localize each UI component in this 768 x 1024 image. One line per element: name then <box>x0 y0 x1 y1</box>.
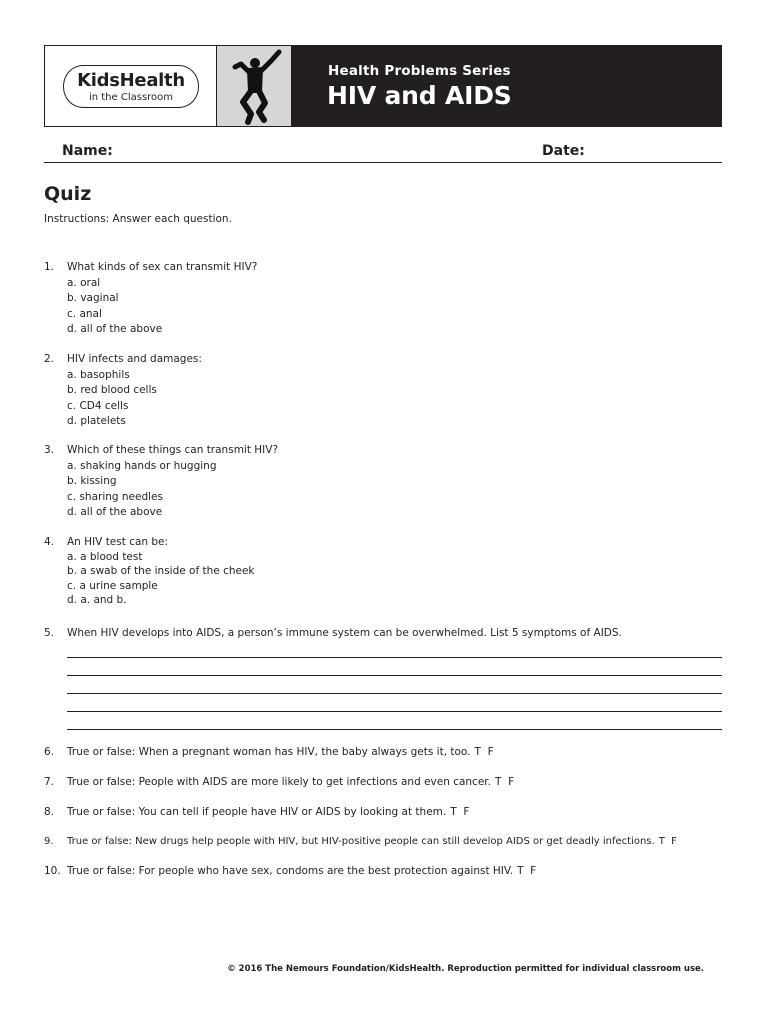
true-false-choice: T F <box>517 865 537 877</box>
logo-panel <box>45 46 217 126</box>
answer-option: d. all of the above <box>67 506 163 518</box>
question-text: True or false: You can tell if people have HIV or AIDS by looking at them. <box>67 806 447 818</box>
date-field-label: Date: <box>542 143 585 159</box>
kidshealth-logo <box>63 65 199 108</box>
question-text: An HIV test can be: <box>67 536 169 548</box>
question-number: 2. <box>44 353 55 365</box>
question-number: 4. <box>44 536 55 548</box>
question-number: 9. <box>44 836 54 847</box>
question-number: 1. <box>44 261 55 273</box>
answer-line[interactable] <box>67 729 722 730</box>
answer-option: c. CD4 cells <box>67 399 129 412</box>
answer-option: b. kissing <box>67 475 117 487</box>
question-text: HIV infects and damages: <box>67 353 202 365</box>
figure-panel <box>217 46 292 126</box>
quiz-instructions: Instructions: Answer each question. <box>44 213 232 225</box>
answer-option: a. shaking hands or hugging <box>67 459 217 472</box>
true-false-choice: T F <box>474 746 494 758</box>
answer-line[interactable] <box>67 711 722 712</box>
answer-line[interactable] <box>67 657 722 658</box>
question-text: Which of these things can transmit HIV? <box>67 444 279 456</box>
question-text: True or false: For people who have sex, condoms are the best protection against HIV. <box>67 865 514 877</box>
answer-options <box>67 550 255 608</box>
series-label: Health Problems Series <box>328 63 511 79</box>
jumping-person-icon <box>217 46 291 126</box>
answer-options <box>67 276 162 338</box>
answer-option: b. red blood cells <box>67 384 157 396</box>
answer-option: a. a blood test <box>67 550 143 563</box>
copyright-footer: © 2016 The Nemours Foundation/KidsHealth. Reproduction permitted for individual classroom use. <box>227 964 704 974</box>
answer-option: d. all of the above <box>67 323 163 335</box>
logo-sub-text: in the Classroom <box>88 92 174 103</box>
question-text: True or false: New drugs help people with HIV, but HIV-positive people can still develop AIDS or get deadly infections. <box>67 836 655 847</box>
worksheet-header <box>44 45 722 127</box>
answer-option: c. anal <box>67 307 102 320</box>
answer-option: b. vaginal <box>67 292 119 304</box>
logo-main-text: KidsHealth <box>77 70 185 91</box>
answer-option: d. platelets <box>67 415 126 427</box>
answer-option: d. a. and b. <box>67 594 127 606</box>
answer-option: a. oral <box>67 276 101 289</box>
true-false-choice: T F <box>450 806 470 818</box>
name-date-line <box>44 162 722 163</box>
true-false-choice: T F <box>658 836 677 847</box>
answer-option: a. basophils <box>67 368 130 381</box>
answer-option: c. a urine sample <box>67 579 158 592</box>
title-panel <box>292 46 721 126</box>
answer-option: b. a swab of the inside of the cheek <box>67 565 255 577</box>
name-field-label: Name: <box>62 143 113 159</box>
question-number: 7. <box>44 776 55 788</box>
quiz-title: Quiz <box>44 183 92 205</box>
answer-line[interactable] <box>67 675 722 676</box>
answer-option: c. sharing needles <box>67 490 163 503</box>
question-text: True or false: When a pregnant woman has HIV, the baby always gets it, too. <box>67 746 471 758</box>
question-text: True or false: People with AIDS are more likely to get infections and even cancer. <box>67 776 491 788</box>
answer-options <box>67 368 157 430</box>
question-text: When HIV develops into AIDS, a person’s immune system can be overwhelmed. List 5 symptoms of AIDS. <box>67 627 622 639</box>
question-number: 3. <box>44 444 55 456</box>
question-number: 5. <box>44 627 55 639</box>
answer-options <box>67 459 217 521</box>
question-number: 8. <box>44 806 55 818</box>
question-number: 6. <box>44 746 55 758</box>
true-false-choice: T F <box>494 776 515 788</box>
question-number: 10. <box>44 865 61 877</box>
answer-line[interactable] <box>67 693 722 694</box>
question-text: What kinds of sex can transmit HIV? <box>67 261 258 273</box>
page-title: HIV and AIDS <box>327 81 512 110</box>
